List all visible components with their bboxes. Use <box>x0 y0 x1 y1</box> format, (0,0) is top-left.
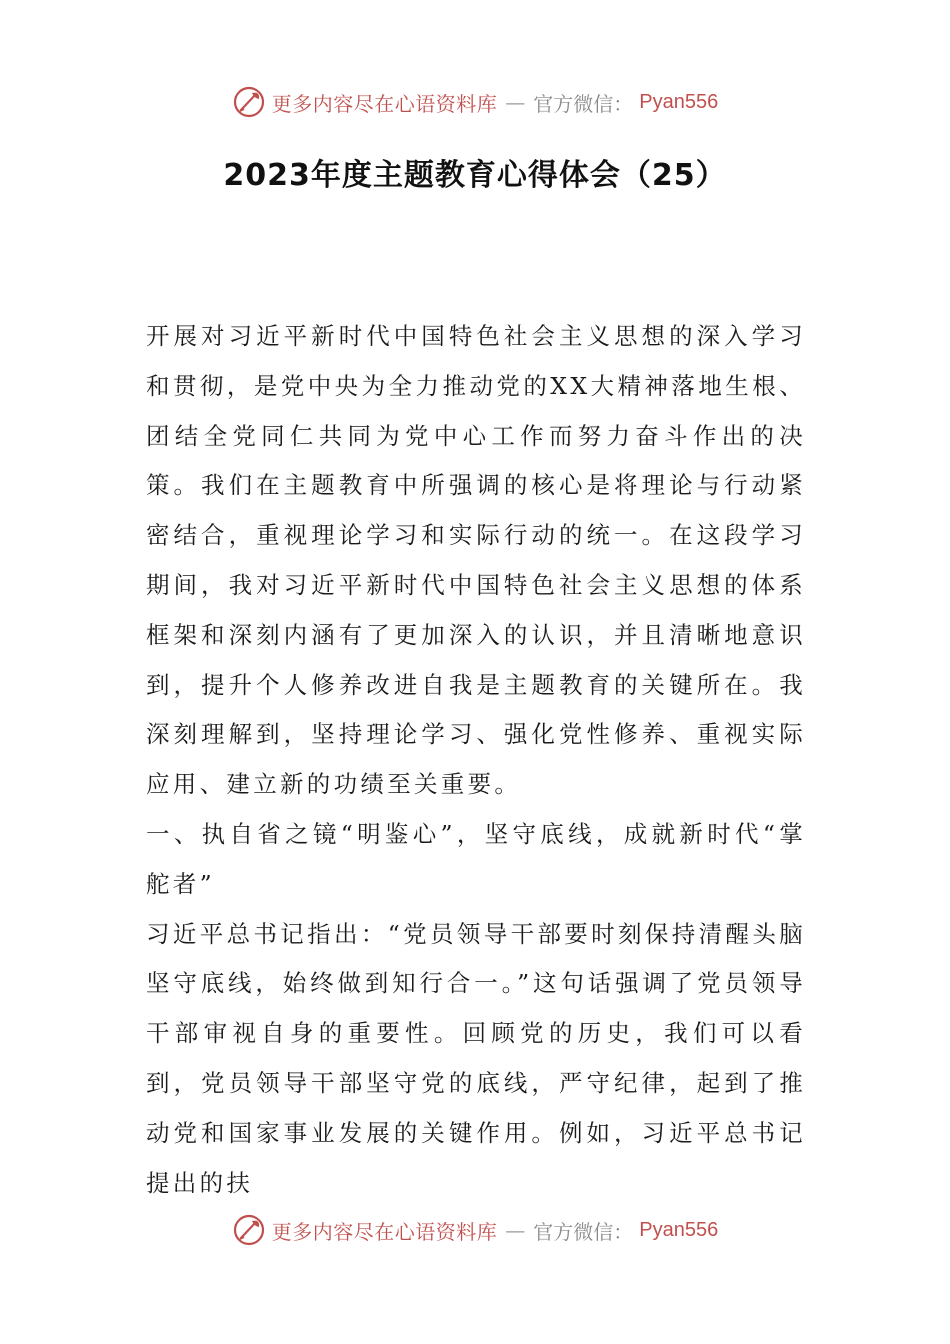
banner-slogan: 更多内容尽在心语资料库 <box>271 91 498 116</box>
quill-seal-icon <box>232 1213 266 1247</box>
banner-wechat-id: Pyan556 <box>639 90 719 113</box>
footer-wechat-id: Pyan556 <box>639 1218 719 1241</box>
quill-seal-icon <box>232 85 266 119</box>
footer-slogan: 更多内容尽在心语资料库 <box>271 1219 498 1244</box>
paragraph-intro: 开展对习近平新时代中国特色社会主义思想的深入学习和贯彻，是党中央为全力推动党的XX大精神落地生根、团结全党同仁共同为党中心工作而努力奋斗作出的决策。我们在主题教育中所强调的核心是将理论与行动紧密结合，重视理论学习和实际行动的统一。在这段学习期间，我对习近平新时代中国特色社会主义思想的体系框架和深刻内涵有了更加深入的认识，并且清晰地意识到，提升个人修养改进自我是主题教育的关键所在。我深刻理解到，坚持理论学习、强化党性修养、重视实际应用、建立新的功绩至关重要。 <box>146 322 806 799</box>
banner-official-label: 官方微信： <box>533 91 634 116</box>
section-heading-1: 一、执自省之镜“明鉴心”，坚守底线，成就新时代“掌舵者” <box>146 819 806 898</box>
document-title: 2023年度主题教育心得体会（25） <box>223 158 727 193</box>
footer-official-label: 官方微信： <box>533 1219 634 1244</box>
paragraph-section-1: 习近平总书记指出：“党员领导干部要时刻保持清醒头脑坚守底线，始终做到知行合一。”这句话强调了党员领导干部审视自身的重要性。回顾党的历史，我们可以看到，党员领导干部坚守党的底线，严守纪律，起到了推动党和国家事业发展的关键作用。例如，习近平总书记提出的扶 <box>146 919 806 1197</box>
header-banner <box>0 82 950 122</box>
footer-banner <box>0 1210 950 1250</box>
footer-separator: — <box>505 1218 526 1242</box>
banner-separator: — <box>505 90 526 114</box>
document-body <box>146 312 806 1208</box>
